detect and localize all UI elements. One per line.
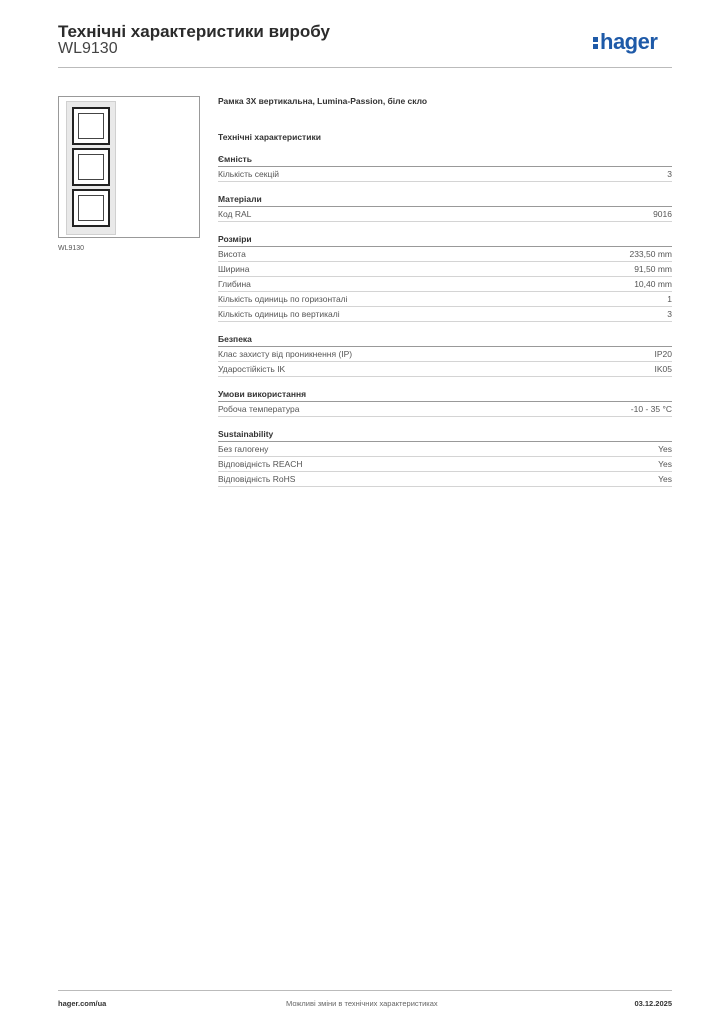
section-title: Матеріали [218, 194, 672, 207]
section-title: Безпека [218, 334, 672, 347]
footer-website: hager.com/ua [58, 999, 107, 1008]
spec-value: Yes [658, 444, 672, 454]
frame-slot-3 [72, 189, 110, 227]
spec-row [218, 347, 672, 362]
product-name: Рамка 3Х вертикальна, Lumina-Passion, біле скло [218, 96, 428, 106]
spec-label: Відповідність RoHS [218, 474, 296, 484]
frame-slot-2 [72, 148, 110, 186]
spec-row [218, 472, 672, 487]
section-title: Ємність [218, 154, 672, 167]
spec-row [218, 442, 672, 457]
spec-row [218, 167, 672, 182]
spec-row [218, 262, 672, 277]
spec-section [218, 429, 672, 487]
spec-value: IP20 [654, 349, 672, 359]
spec-value: -10 - 35 °C [630, 404, 672, 414]
spec-label: Ширина [218, 264, 250, 274]
spec-value: Yes [658, 474, 672, 484]
spec-label: Без галогену [218, 444, 269, 454]
spec-label: Кількість одиниць по вертикалі [218, 309, 340, 319]
spec-section [218, 154, 672, 182]
section-title: Розміри [218, 234, 672, 247]
section-title: Умови використання [218, 389, 672, 402]
spec-value: IK05 [654, 364, 672, 374]
spec-row [218, 402, 672, 417]
frame-slot-1 [72, 107, 110, 145]
spec-label: Ударостійкість IK [218, 364, 286, 374]
header-divider [58, 67, 672, 68]
spec-label: Відповідність REACH [218, 459, 303, 469]
spec-row [218, 207, 672, 222]
spec-heading: Технічні характеристики [218, 132, 321, 142]
section-title: Sustainability [218, 429, 672, 442]
spec-section [218, 234, 672, 322]
spec-label: Кількість одиниць по горизонталі [218, 294, 348, 304]
spec-section [218, 194, 672, 222]
spec-section [218, 334, 672, 377]
spec-row [218, 247, 672, 262]
footer-divider [58, 990, 672, 991]
spec-label: Код RAL [218, 209, 252, 219]
spec-value: Yes [658, 459, 672, 469]
spec-label: Кількість секцій [218, 169, 279, 179]
spec-label: Клас захисту від проникнення (IP) [218, 349, 353, 359]
spec-row [218, 362, 672, 377]
spec-sections [218, 154, 672, 487]
spec-value: 3 [667, 169, 672, 179]
spec-value: 233,50 mm [629, 249, 672, 259]
footer-notice: Можливі зміни в технічних характеристиках [286, 999, 438, 1008]
logo-dots-icon [593, 34, 598, 50]
spec-content [218, 92, 672, 487]
spec-row [218, 457, 672, 472]
spec-row [218, 307, 672, 322]
document-title: Технічні характеристики виробу [58, 22, 330, 41]
spec-row [218, 277, 672, 292]
product-image [58, 96, 200, 238]
spec-value: 3 [667, 309, 672, 319]
spec-value: 91,50 mm [634, 264, 672, 274]
product-code: WL9130 [58, 40, 118, 57]
spec-value: 1 [667, 294, 672, 304]
spec-value: 9016 [653, 209, 672, 219]
spec-label: Робоча температура [218, 404, 300, 414]
logo-text: hager [600, 29, 658, 54]
footer-date: 03.12.2025 [634, 999, 672, 1008]
image-caption: WL9130 [58, 245, 85, 252]
spec-label: Глибина [218, 279, 251, 289]
spec-value: 10,40 mm [634, 279, 672, 289]
spec-row [218, 292, 672, 307]
frame-3x-vertical-image [66, 101, 116, 235]
spec-section [218, 389, 672, 417]
hager-logo [593, 29, 657, 55]
spec-label: Висота [218, 249, 246, 259]
